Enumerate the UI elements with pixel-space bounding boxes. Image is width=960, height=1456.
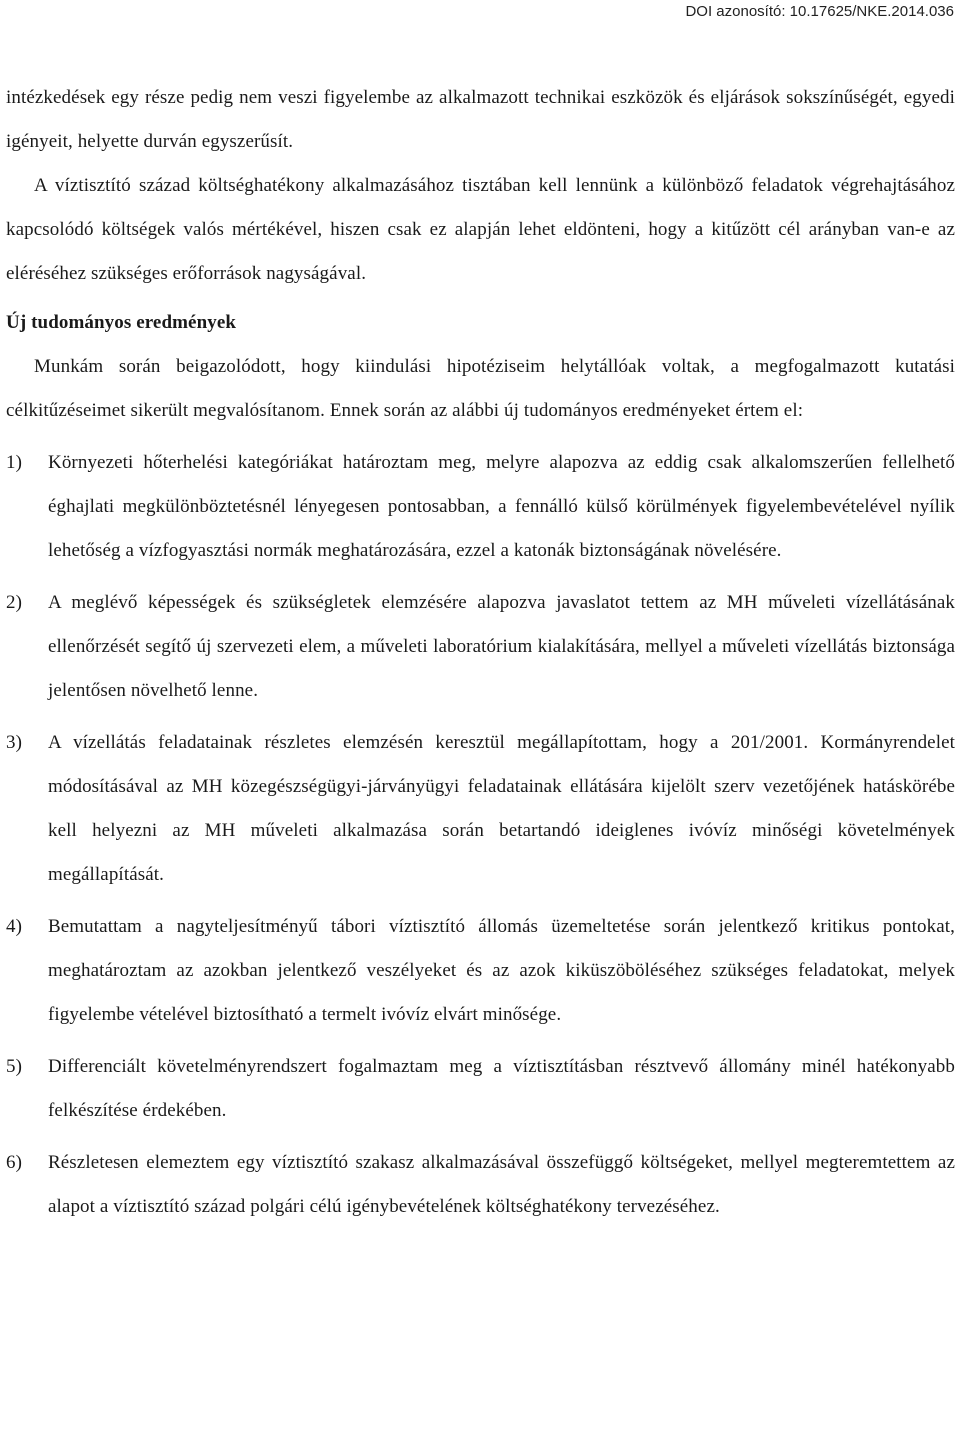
result-item-1: [6, 441, 955, 573]
section-intro-paragraph: Munkám során beigazolódott, hogy kiindulási hipotéziseim helytállóak voltak, a megfogalmazott kutatási célkitűzéseimet sikerült megvalósítanom. Ennek során az alábbi új tudományos eredményeket értem el:: [6, 356, 955, 421]
doi-header: DOI azonosító: 10.17625/NKE.2014.036: [685, 3, 954, 20]
result-text: Bemutattam a nagyteljesítményű tábori víztisztító állomás üzemeltetése során jelentkező kritikus pontokat, meghatároztam az azokban jelentkező veszélyeket és az azok kiküszöböléséhez szükséges feladatokat, melyek figyelembe vételével biztosítható a termelt ivóvíz elvárt minősége.: [48, 916, 955, 1025]
result-number: 1): [6, 452, 23, 473]
result-number: 6): [6, 1152, 23, 1173]
result-number: 3): [6, 732, 23, 753]
result-text: Differenciált követelményrendszert fogalmaztam meg a víztisztításban résztvevő állomány minél hatékonyabb felkészítése érdekében.: [48, 1056, 955, 1121]
result-item-4: [6, 905, 955, 1037]
result-number: 2): [6, 592, 23, 613]
result-text: Részletesen elemeztem egy víztisztító szakasz alkalmazásával összefüggő költségeket, mellyel megteremtettem az alapot a víztisztító század polgári célú igénybevételének költséghatékony tervezéséhez.: [48, 1152, 955, 1217]
results-list: [6, 441, 955, 1229]
result-item-3: [6, 721, 955, 897]
result-item-6: [6, 1141, 955, 1229]
result-text: A vízellátás feladatainak részletes elemzésén keresztül megállapítottam, hogy a 201/2001. Kormányrendelet módosításával az MH közegészségügyi-járványügyi feladatainak ellátására kijelölt szerv vezetőjének hatáskörébe kell helyezni az MH műveleti alkalmazása során betartandó ideiglenes ivóvíz minőségi követelmények megállapítását.: [48, 732, 955, 885]
result-item-5: [6, 1045, 955, 1133]
document-body: [6, 76, 955, 1237]
cost-paragraph: A víztisztító század költséghatékony alkalmazásához tisztában kell lennünk a különböző feladatok végrehajtásához kapcsolódó költségek valós mértékével, hiszen csak ez alapján lehet eldönteni, hogy a kitűzött cél arányban van-e az eléréséhez szükséges erőforrások nagyságával.: [6, 175, 955, 284]
result-text: A meglévő képességek és szükségletek elemzésére alapozva javaslatot tettem az MH műveleti vízellátásának ellenőrzését segítő új szervezeti elem, a műveleti laboratórium kialakítására, mellyel a műveleti vízellátás biztonsága jelentősen növelhető lenne.: [48, 592, 955, 701]
result-number: 4): [6, 916, 23, 937]
continuation-paragraph: intézkedések egy része pedig nem veszi figyelembe az alkalmazott technikai eszközök és eljárások sokszínűségét, egyedi igényeit, helyette durván egyszerűsít.: [6, 87, 955, 152]
section-heading: Új tudományos eredmények: [6, 312, 237, 333]
result-number: 5): [6, 1056, 23, 1077]
result-text: Környezeti hőterhelési kategóriákat határoztam meg, melyre alapozva az eddig csak alkalomszerűen fellelhető éghajlati megkülönböztetésnél lényegesen pontosabban, a fennálló külső körülmények figyelembevételével nyílik lehetőség a vízfogyasztási normák meghatározására, ezzel a katonák biztonságának növelésére.: [48, 452, 955, 561]
result-item-2: [6, 581, 955, 713]
